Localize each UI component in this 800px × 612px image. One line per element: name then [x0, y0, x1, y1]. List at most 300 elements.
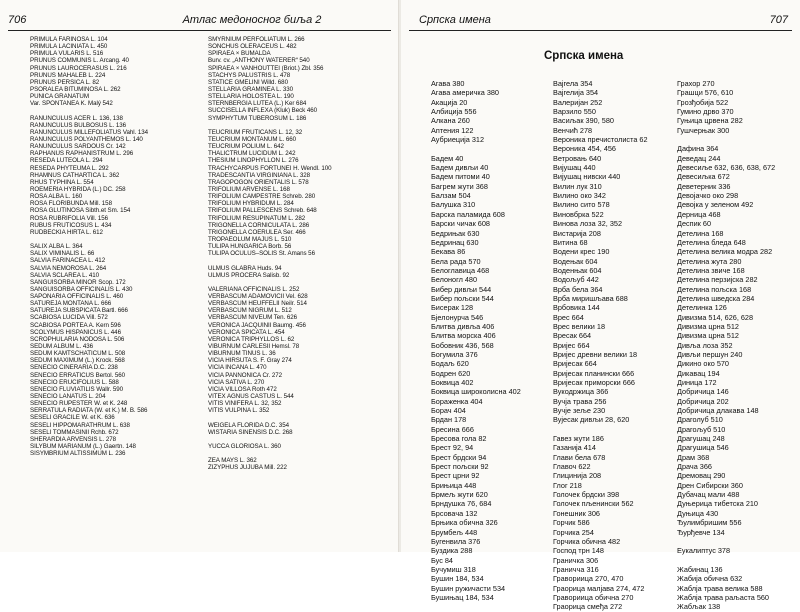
index-entry: Жаблја трава велика 588 [677, 583, 763, 593]
index-entry: Дерница 468 [677, 209, 721, 219]
index-entry: Глог 218 [553, 480, 582, 490]
index-entry: Глицинија 208 [553, 471, 602, 481]
index-entry: VERBASCUM NIGRUM L. 512 [208, 307, 292, 315]
index-entry: Голочек пљенински 562 [553, 499, 634, 509]
index-entry: Детелина перзијска 282 [677, 275, 758, 285]
index-entry: Ђурђевче 134 [677, 527, 725, 537]
index-entry: Брест 92, 94 [431, 443, 474, 453]
index-column-3 [677, 79, 775, 612]
index-entry: Добричица длакава 148 [677, 406, 759, 416]
index-entry: PRUNUS MAHALEB L. 224 [30, 71, 106, 79]
index-entry: Голочек брдски 398 [553, 490, 620, 500]
index-entry: Аптения 122 [431, 125, 474, 135]
index-entry: SCOLYMUS HISPANICUS L. 446 [30, 328, 121, 336]
index-entry: VICIA VILLOSA Roth 472 [208, 385, 277, 393]
index-entry: Бадем питоми 40 [431, 172, 490, 182]
index-entry: Вијушац нивски 440 [553, 172, 621, 182]
index-entry: SATUREJA SUBSPICATA Bartl. 666 [30, 307, 128, 315]
group-spacer [208, 122, 332, 129]
index-entry: Вресак 664 [553, 331, 592, 341]
index-entry: VERBASCUM ADAMOVICII Vel. 628 [208, 293, 308, 301]
index-entry: Гравориица обична 270 [553, 592, 634, 602]
index-entry: Бус 84 [431, 555, 453, 565]
index-entry: Девесиље 632, 636, 638, 672 [677, 163, 776, 173]
left-page [0, 0, 399, 552]
index-entry: Господ трн 148 [553, 546, 604, 556]
group-spacer [431, 144, 521, 153]
index-entry: VERONICA JACQUINII Baumg. 456 [208, 321, 306, 329]
index-entry: TULIPA OCULUS–SOLIS St. Amans 56 [208, 250, 315, 258]
index-entry: SALIX ALBA L. 364 [30, 243, 83, 251]
index-entry: Блитва дивља 406 [431, 321, 495, 331]
index-entry: SANGUISORBA OFFICINALIS L. 430 [30, 285, 133, 293]
index-entry: Бодаљ 620 [431, 359, 469, 369]
index-entry: Грашци 576, 610 [677, 88, 734, 98]
index-entry: Брест брдски 94 [431, 452, 487, 462]
group-spacer [30, 236, 148, 243]
index-entry: RHAMNUS CATHARTICA L. 362 [30, 171, 120, 179]
index-entry: PRIMULA LACINIATA L. 450 [30, 43, 108, 51]
index-entry: Винова лоза 32, 352 [553, 219, 623, 229]
index-entry: Брест пољски 92 [431, 462, 489, 472]
index-entry: Гавез жути 186 [553, 434, 604, 444]
index-entry: Детелина велика модра 282 [677, 247, 773, 257]
index-entry: ROSA RUBRIFOLIA Vill. 156 [30, 214, 109, 222]
index-entry: Аубриеција 312 [431, 135, 485, 145]
index-entry: SENECIO RUPESTER W. et K. 248 [30, 400, 128, 408]
index-entry: VERBASCUM NIVEUM Ten. 626 [208, 314, 298, 322]
index-entry: Глави бела 678 [553, 452, 606, 462]
index-entry: Var. SPONTANEA K. Malý 542 [30, 100, 113, 108]
index-entry: SCABIOSA PORTEA A. Kern 596 [30, 321, 121, 329]
index-entry: Бедринац 630 [431, 237, 479, 247]
index-entry: PRUNUS COMMUNIS L. Arcang. 40 [30, 57, 129, 65]
index-entry: Добричица 202 [677, 396, 729, 406]
index-entry: Белоглавица 468 [431, 265, 490, 275]
index-entry: Балушка 310 [431, 200, 476, 210]
index-entry: Брињица 448 [431, 480, 477, 490]
index-entry: Бадем дивљи 40 [431, 163, 489, 173]
index-entry: Вијушац 440 [553, 163, 596, 173]
index-column-1 [30, 36, 148, 457]
index-entry: SESELI GRACILE W. et K. 636 [30, 414, 115, 422]
index-entry: Брест црни 92 [431, 471, 480, 481]
index-entry: RUDBECKIA HIRTA L. 612 [30, 228, 103, 236]
index-entry: TRIFOLIUM CAMPESTRE Schreb. 280 [208, 193, 316, 201]
index-entry: Детелинка 126 [677, 303, 727, 313]
index-entry: SMYRNIUM PERFOLIATUM L. 266 [208, 36, 305, 43]
index-entry: Жабљак 138 [677, 602, 721, 612]
index-entry: RESEDA PHYTEUMA L. 292 [30, 164, 109, 172]
section-title: Српска имена [544, 50, 624, 62]
index-entry: STATICE GMELINI Willd. 680 [208, 78, 288, 86]
index-entry: ULMUS GLABRA Huds. 94 [208, 264, 282, 272]
index-entry: Брсовача 132 [431, 508, 478, 518]
index-entry: TRIGONELLA COERULEA Ser. 466 [208, 228, 306, 236]
index-entry: VIBURNUM TINUS L. 36 [208, 350, 276, 358]
index-entry: Вероника пречистолиста 62 [553, 135, 648, 145]
index-entry: ULMUS PROCERA Salisb. 92 [208, 271, 290, 279]
index-entry: SALVIA NEMOROSA L. 264 [30, 264, 107, 272]
index-entry: SALVIA SCLAREA L. 410 [30, 271, 100, 279]
index-entry: SYMPHYTUM TUBEROSUM L. 186 [208, 114, 307, 122]
index-entry: Вријес 664 [553, 340, 590, 350]
index-entry: VALERIANA OFFICINALIS L. 252 [208, 285, 300, 293]
index-entry: Жабинац 136 [677, 564, 723, 574]
index-entry: THALICTRUM LUCIDUM L. 242 [208, 150, 296, 158]
index-entry: Вајгела 354 [553, 79, 593, 88]
index-entry: TEUCRIUM FRUTICANS L. 12, 32 [208, 128, 303, 136]
index-entry: Брмељ жути 620 [431, 490, 488, 500]
index-entry: Бугенвила 376 [431, 536, 481, 546]
index-entry: SANGUISORBA MINOR Scop. 172 [30, 278, 126, 286]
index-entry: Агава 380 [431, 79, 465, 88]
group-spacer [30, 107, 148, 114]
index-entry: Барски чичак 608 [431, 219, 490, 229]
index-entry: Горчика обична 482 [553, 536, 621, 546]
index-entry: Врба миришљава 688 [553, 293, 628, 303]
index-entry: Багрем жути 368 [431, 181, 488, 191]
index-entry: ZIZYPHUS JUJUBA Mill. 222 [208, 464, 287, 472]
index-entry: RAPHANUS RAPHANISTRUM L. 296 [30, 150, 134, 158]
index-entry: VERONICA SPICATA L. 454 [208, 328, 285, 336]
index-entry: RANUNCULUS SARDOUS Cr. 142 [30, 143, 126, 151]
index-entry: TULIPA HUNGARICA Borb. 56 [208, 243, 292, 251]
index-entry: SENECIO ERUCIFOLIUS L. 588 [30, 378, 119, 386]
index-entry: SENECIO FLUVIATILIS Wallr. 590 [30, 385, 124, 393]
index-entry: TRIFOLIUM PALLESCENS Schreb. 648 [208, 207, 317, 215]
index-entry: Горчика 254 [553, 527, 594, 537]
index-entry: STELLARIA GRAMINEA L. 330 [208, 85, 294, 93]
index-entry: WEIGELA FLORIDA D.C. 354 [208, 421, 289, 429]
index-entry: Грозђобија 522 [677, 97, 729, 107]
index-entry: TRIFOLIUM RESUPINATUM L. 282 [208, 214, 306, 222]
index-entry: Дивизма црна 512 [677, 331, 739, 341]
running-head: Српска имена [419, 14, 491, 26]
running-head: Атлас медоносног биља 2 [182, 14, 322, 26]
index-entry: Вујесак дивљи 28, 620 [553, 415, 630, 425]
index-entry: VITIS VULPINA L. 352 [208, 407, 270, 415]
index-entry: Бјелонурча 546 [431, 312, 484, 322]
index-entry: SONCHUS OLERACEUS L. 482 [208, 43, 297, 51]
index-entry: Акација 20 [431, 97, 468, 107]
index-entry: SESELI HIPPOMARATHRUM L. 638 [30, 421, 130, 429]
index-entry: Буздика 288 [431, 546, 473, 556]
index-entry: Вајгелија 354 [553, 88, 599, 98]
index-entry: YUCCA GLORIOSA L. 360 [208, 443, 281, 451]
index-entry: Виновбрка 522 [553, 209, 604, 219]
index-entry: SENECIO CINERARIA D.C. 238 [30, 364, 118, 372]
index-entry: Вилино око 342 [553, 191, 606, 201]
index-entry: Драча 366 [677, 462, 712, 472]
index-entry: Бекава 86 [431, 247, 466, 257]
index-entry: VERBASCUM HEUFFELII Neilr. 514 [208, 300, 307, 308]
index-entry: Бресина 666 [431, 424, 474, 434]
group-spacer [553, 425, 648, 434]
group-spacer [208, 436, 332, 443]
index-entry: Врес велики 18 [553, 321, 606, 331]
group-spacer [208, 450, 332, 457]
index-entry: THESIUM LINOPHYLLON L. 276 [208, 157, 299, 165]
index-entry: Варзило 550 [553, 107, 596, 117]
index-entry: SALIX VIMINALIS L. 66 [30, 250, 95, 258]
index-entry: Вријесак приморски 666 [553, 378, 635, 387]
index-entry: TRIFOLIUM HYBRIDUM L. 284 [208, 200, 294, 208]
index-entry: ROSA FLORIBUNDA Mill. 158 [30, 200, 112, 208]
index-entry: Девојачко око 298 [677, 191, 739, 201]
index-entry: Диница 172 [677, 378, 717, 387]
index-entry: Бисерак 128 [431, 303, 474, 313]
index-entry: Жаблја трава раљаста 560 [677, 592, 769, 602]
group-spacer [208, 279, 332, 286]
index-entry: Бобовник 436, 568 [431, 340, 494, 350]
index-entry: Дивизма црна 512 [677, 321, 739, 331]
index-entry: Вријес древни велики 18 [553, 349, 638, 359]
index-entry: Барска паламида 608 [431, 209, 505, 219]
index-entry: Главоч 622 [553, 462, 591, 472]
index-entry: RHUS TYPHINA L. 554 [30, 178, 94, 186]
index-entry: SPIRAEA × BUMALDA [208, 50, 271, 58]
index-entry: SISYMBRIUM ALTISSIMUM L. 236 [30, 450, 126, 458]
index-entry: Гуњица црвена 282 [677, 116, 743, 126]
index-entry: Бедрињак 630 [431, 228, 480, 238]
index-entry: Воденњак 604 [553, 265, 602, 275]
index-entry: Бресова гола 82 [431, 434, 487, 444]
index-entry: Агава америчка 380 [431, 88, 499, 98]
index-entry: TRAGOPOGON ORIENTALIS L. 578 [208, 178, 309, 186]
index-entry: VICIA SATIVA L. 270 [208, 378, 265, 386]
index-entry: SHERARDIA ARVENSIS L. 278 [30, 435, 116, 443]
index-entry: Дубачац мали 488 [677, 490, 740, 500]
index-entry: TRIFOLIUM ARVENSE L. 168 [208, 185, 290, 193]
index-entry: Дрен Сибирски 360 [677, 480, 743, 490]
index-entry: Брњика обична 326 [431, 518, 498, 528]
index-entry: Детелина пољска 168 [677, 284, 752, 294]
index-entry: SCABIOSA LUCIDA Vill. 572 [30, 314, 108, 322]
index-entry: Вучја трава 256 [553, 396, 607, 406]
index-entry: Дуњерица тибетска 210 [677, 499, 758, 509]
group-spacer [677, 556, 775, 565]
index-entry: Дивљи першун 240 [677, 349, 743, 359]
index-entry: Бучумиш 318 [431, 564, 476, 574]
index-entry: Витина 68 [553, 237, 588, 247]
index-entry: Водољуб 442 [553, 275, 599, 285]
index-entry: Вилин лук 310 [553, 181, 602, 191]
index-entry: Вријесак планински 666 [553, 368, 635, 378]
index-entry: Драгољуб 510 [677, 424, 726, 434]
index-entry: PRUNUS LAUROCERASUS L. 216 [30, 64, 127, 72]
index-entry: Грахор 270 [677, 79, 715, 88]
index-entry: Дафина 364 [677, 144, 719, 154]
index-entry: TEUCRIUM POLIUM L. 642 [208, 143, 284, 151]
index-entry: Девесиљка 672 [677, 172, 730, 182]
index-entry: STELLARIA HOLOSTEA L. 190 [208, 93, 294, 101]
index-entry: Детелина бледа 648 [677, 237, 746, 247]
index-entry: Burv. cv. „ANTHONY WATERER“ 540 [208, 57, 310, 65]
index-entry: Брдан 178 [431, 415, 467, 425]
index-entry: VICIA INCANA L. 470 [208, 364, 267, 372]
index-entry: SAPONARIA OFFICINALIS L. 460 [30, 293, 124, 301]
index-entry: Дивизма 514, 626, 628 [677, 312, 754, 322]
index-entry: ZEA MAYS L. 362 [208, 457, 257, 465]
index-entry: Гушчерњак 300 [677, 125, 730, 135]
index-entry: Деведац 244 [677, 153, 721, 163]
index-entry: RANUNCULUS BULBOSUS L. 136 [30, 121, 127, 129]
index-entry: Боквица 402 [431, 378, 474, 387]
index-entry: Брумбељ 448 [431, 527, 478, 537]
index-entry: Бибер дивљи 544 [431, 284, 492, 294]
index-entry: Газанија 414 [553, 443, 596, 453]
index-entry: Балзам 504 [431, 191, 471, 201]
index-entry: Дивља лоза 352 [677, 340, 733, 350]
page-number: 707 [769, 14, 788, 26]
index-entry: Граорица смеђа 272 [553, 602, 623, 612]
index-entry: RANUNCULUS POLYANTHEMOS L. 140 [30, 135, 143, 143]
index-entry: SUCCISELLA INFLEXA (Kluk) Beck 460 [208, 107, 318, 115]
index-entry: ROEMERIA HYBRIDA (L.) DC. 258 [30, 185, 126, 193]
header-rule [409, 30, 792, 31]
index-entry: Водењак 604 [553, 256, 598, 266]
index-entry: TROPAEOLUM MAJUS L. 510 [208, 235, 292, 243]
index-entry: Гумино дрво 370 [677, 107, 734, 117]
index-entry: Детелина 168 [677, 228, 724, 238]
index-entry: VERONICA TRIPHYLLOS L. 62 [208, 335, 295, 343]
index-entry: Деспик 60 [677, 219, 712, 229]
index-entry: Валеријан 252 [553, 97, 603, 107]
index-entry: RANUNCULUS MILLEFOLIATUS Vahl. 134 [30, 128, 149, 136]
index-entry: SEDUM KAMTSCHATICUM L. 508 [30, 350, 126, 358]
index-entry: Вилино сито 578 [553, 200, 610, 210]
group-spacer [677, 537, 775, 546]
index-entry: Горчик 586 [553, 518, 590, 528]
index-entry: VICIA PANNONICA Cr. 272 [208, 371, 283, 379]
index-entry: SERRATULA RADIATA (W. et K.) M. B. 586 [30, 407, 148, 415]
index-entry: Девојка у зеленом 492 [677, 200, 754, 210]
index-entry: Еукалиптус 378 [677, 546, 731, 556]
index-entry: Дикино око 570 [677, 359, 729, 369]
index-entry: Белоногл 480 [431, 275, 478, 285]
index-entry: VICIA HIRSUTA S. F. Gray 274 [208, 357, 292, 365]
group-spacer [208, 414, 332, 421]
index-entry: Васиљак 390, 580 [553, 116, 614, 126]
index-entry: Врес 664 [553, 312, 584, 322]
index-entry: Детелина жута 280 [677, 256, 742, 266]
right-page [401, 0, 800, 612]
index-entry: Водени крес 190 [553, 247, 610, 257]
index-entry: Граничка 306 [553, 555, 599, 565]
index-entry: TRADESCANTIA VIRGINIANA L. 328 [208, 171, 311, 179]
index-entry: PRIMULA VULARIS L. 516 [30, 50, 104, 58]
index-entry: RESEDA LUTEOLA L. 294 [30, 157, 103, 165]
index-entry: SALVIA FARINACEA L. 412 [30, 257, 106, 265]
index-entry: Драгушица 546 [677, 443, 729, 453]
index-entry: Бодрен 620 [431, 368, 471, 378]
index-entry: Бораженка 404 [431, 396, 483, 406]
index-entry: Детелина звиче 168 [677, 265, 745, 275]
index-entry: Албиција 556 [431, 107, 477, 117]
index-entry: Боквица широколисна 402 [431, 387, 521, 397]
index-entry: Гравориица 270, 470 [553, 574, 624, 584]
index-entry: Ветровањ 640 [553, 153, 602, 163]
index-entry: Бушињац 184, 534 [431, 592, 494, 602]
index-column-2 [553, 79, 648, 612]
index-entry: Вистарија 208 [553, 228, 601, 238]
index-entry: STACHYS PALUSTRIS L. 478 [208, 71, 291, 79]
index-column-1 [431, 79, 521, 602]
index-entry: VITIS VINIFERA L. 32, 352 [208, 400, 282, 408]
index-entry: Граничча 316 [553, 564, 599, 574]
index-entry: PSORALEA BITUMINOSA L. 262 [30, 85, 121, 93]
page-number: 706 [8, 14, 27, 26]
index-entry: PUNICA GRANATUM [30, 93, 89, 101]
index-entry: WISTARIA SINENSIS D.C. 268 [208, 428, 293, 436]
index-entry: Вучје зеље 230 [553, 406, 606, 416]
index-entry: SCROPHULARIA NODOSA L. 506 [30, 335, 125, 343]
index-entry: ROSA ALBA L. 160 [30, 193, 83, 201]
index-entry: Богумила 376 [431, 349, 478, 359]
index-entry: RUBUS FRUTICOSUS L. 434 [30, 221, 112, 229]
index-entry: Брндушка 76, 684 [431, 499, 492, 509]
index-entry: Дремовац 290 [677, 471, 726, 481]
index-entry: Гонешник 306 [553, 508, 600, 518]
index-entry: SATUREJA MONTANA L. 666 [30, 300, 112, 308]
index-entry: Бушин 184, 534 [431, 574, 484, 584]
index-entry: Вријесак 664 [553, 359, 597, 369]
index-entry: STERNBERGIA LUTEA (L.) Ker 684 [208, 100, 307, 108]
index-entry: Жабија обична 632 [677, 574, 743, 584]
index-entry: Драголуб 510 [677, 415, 723, 425]
index-entry: TEUCRIUM MONTANUM L. 660 [208, 135, 297, 143]
index-entry: VIBURNUM CARLESII Hemsl. 78 [208, 343, 300, 351]
index-entry: Детелина шведска 284 [677, 293, 755, 303]
index-entry: SENECIO ERRATICUS Bertol. 560 [30, 371, 126, 379]
index-entry: SILYBUM MARIANUM (L.) Gaertn. 148 [30, 443, 136, 451]
index-entry: Бела рада 570 [431, 256, 481, 266]
index-entry: SEDUM ALBUM L. 436 [30, 343, 94, 351]
index-entry: Дикавац 194 [677, 368, 720, 378]
index-entry: Деветерник 336 [677, 181, 731, 191]
index-entry: SEDUM MAXIMUM (L.) Krock. 568 [30, 357, 125, 365]
index-entry: Бушин ружичасти 534 [431, 583, 506, 593]
index-entry: Врбовика 144 [553, 303, 600, 313]
index-entry: SENECIO LANATUS L. 204 [30, 393, 106, 401]
index-entry: RANUNCULUS ACER L. 136, 138 [30, 114, 123, 122]
group-spacer [677, 135, 775, 144]
index-entry: Алкана 260 [431, 116, 470, 126]
index-entry: Дуњица 430 [677, 508, 719, 518]
group-spacer [208, 257, 332, 264]
index-entry: PRUNUS PERSICA L. 82 [30, 78, 100, 86]
index-entry: TRIGONELLA CORNICULATA L. 286 [208, 221, 310, 229]
index-entry: PRIMULA FARINOSA L. 104 [30, 36, 108, 43]
index-entry: Блитва морска 406 [431, 331, 496, 341]
index-entry: Борач 404 [431, 406, 466, 416]
header-rule [8, 30, 391, 31]
index-entry: Бибер пољски 544 [431, 293, 494, 303]
index-entry: ROSA GLUTINOSA Sibth.et Sm. 154 [30, 207, 131, 215]
index-entry: Вероника 454, 456 [553, 144, 616, 154]
index-entry: Добричица 146 [677, 387, 729, 397]
index-entry: Бадем 40 [431, 153, 464, 163]
index-entry: Венчић 278 [553, 125, 593, 135]
index-entry: Врба бела 364 [553, 284, 603, 294]
index-entry: SESELI TOMMASINII Rchb. 672 [30, 428, 119, 436]
index-entry: TRACHYCARPUS FORTUNEI H. Wendl. 100 [208, 164, 332, 172]
index-entry: Граорица малјава 274, 472 [553, 583, 645, 593]
index-entry: Ђулимбришим 556 [677, 518, 742, 528]
index-entry: VITEX AGNUS CASTUS L. 544 [208, 393, 294, 401]
index-entry: Драм 368 [677, 452, 710, 462]
